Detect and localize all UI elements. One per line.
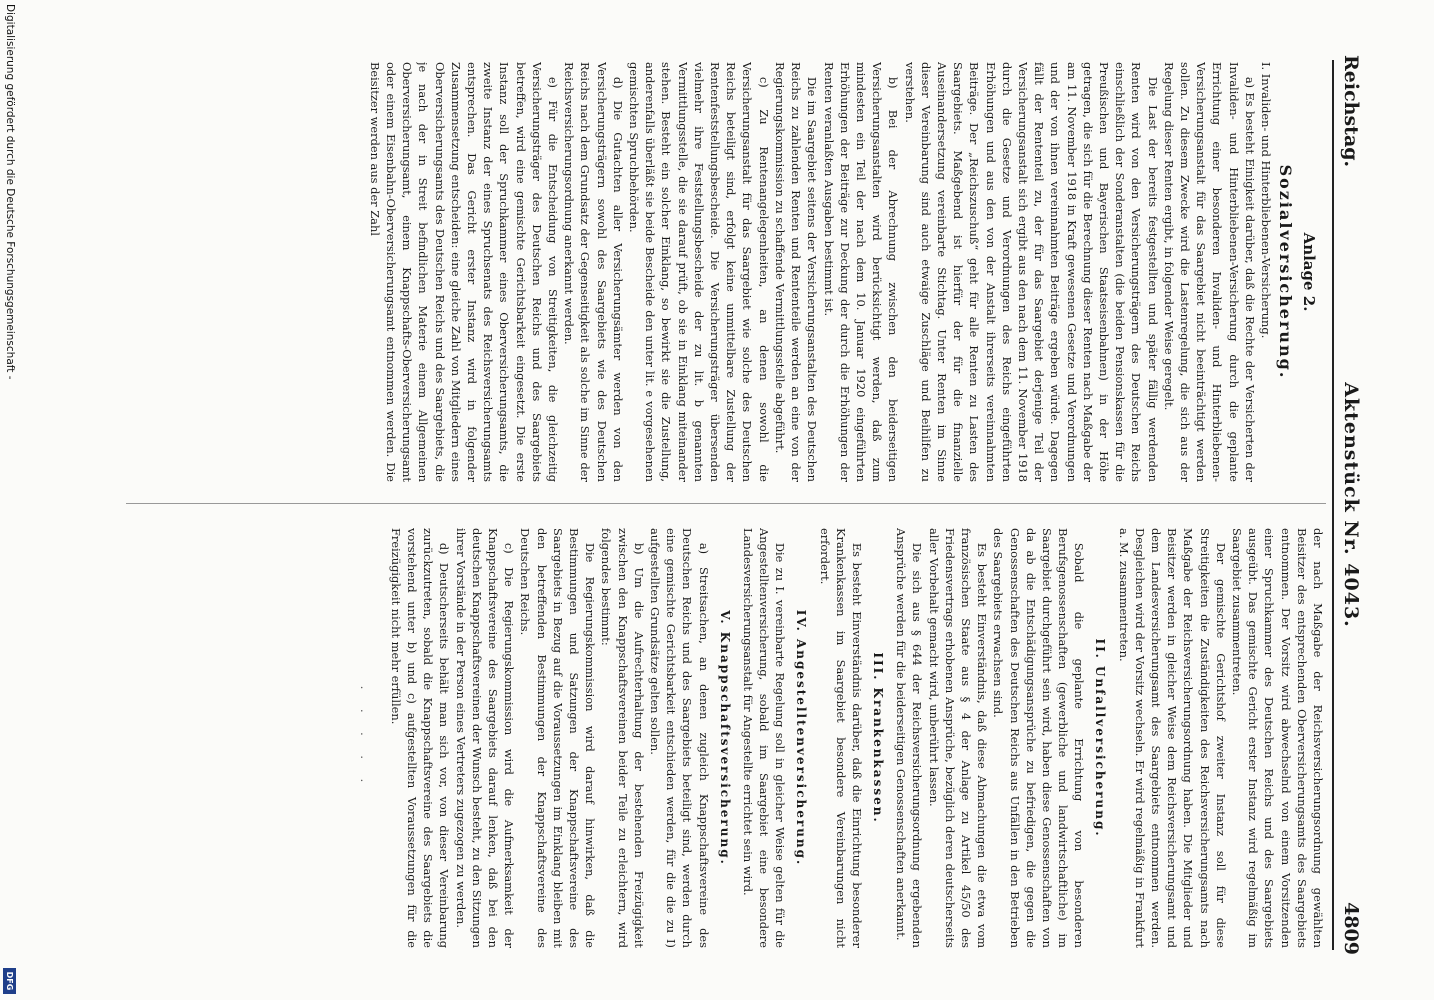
page-number: 4809 <box>1340 902 1362 955</box>
paragraph: Sobald die geplante Errichtung von besonderen Berufsgenossenschaften (gewerbliche und landwirtschaftliche) im Saargebiet durchgeführt sein wird, haben diese Genossenschaften von da ab die Entschädigungsansprüche zu befriedigen, die gegen die Genossenschaften des Deutschen Reichs aus Unfällen in den Betrieben des Saargebiets erwachsen sind. <box>991 528 1087 948</box>
dfg-logo-icon: DFG <box>3 968 16 994</box>
paragraph: Die zu I. vereinbarte Regelung soll in gleicher Weise gelten für die Angestelltenversicherung, sobald im Saargebiet eine besondere Landesversicherungsanstalt für Angestellte errichtet sein wird. <box>740 528 788 948</box>
section-heading: III. Krankenkassen. <box>870 652 885 824</box>
section-heading: IV. Angestelltenversicherung. <box>794 609 809 867</box>
header-left-label: Reichstag. <box>1340 55 1362 168</box>
paragraph: e) Für die Entscheidung von Streitigkeiten, die gleichzeitig Versicherungsträger des Deutschen Reichs und des Saargebiets betreffen, wird eine gemischte Gerichtsbarkeit eingesetzt. Die erste Instanz soll der Spruchkammer eines Oberversicherungsamts, die zweite Instanz der eines Spruchsenats des Reichsversicherungsamts entsprechen. Das Gericht erster Instanz wird in folgender Zusammensetzung entscheiden: eine gleiche Zahl von Mitgliedern eines Oberversicherungsamts des Deutschen Reichs und des Saargebiets, die je nach der in Streit befindlichen Materie einem Allgemeinen Oberversicherungsamt, einem Knappschafts-Oberversicherungsamt oder einem Eisenbahn-Oberversicherungsamt entnommen werden. Die Beisitzer werden aus der Zahl <box>367 62 561 482</box>
paragraph: Die Last der bereits festgestellten und später fällig werdenden Renten wird von den Versicherungsträgern des Deutschen Reichs einschließlich der Sonderanstalten (die beiden Pensionskassen für die Preußischen und Bayerischen Staatseisenbahnen) in der Höhe getragen, die sich für die Berechnung dieser Renten nach Maßgabe der am 11. November 1918 in Kraft gewesenen Gesetze und Verordnungen und der von ihnen vereinnahmten Beiträge ergeben würde. Dagegen fällt der Rententeil zu, der für das Saargebiet derjenige Teil der Versicherungsanstalt sich ergibt aus den nach dem 11. November 1918 durch die Gesetze und Verordnungen des Reichs eingeführten Erhöhungen und aus den von der Anstalt ihrerseits vereinnahmten Beiträge. Der „Reichszuschuß“ geht für alle Renten zu Lasten des Saargebiets. Maßgebend ist hierfür der für die finanzielle Auseinandersetzung vereinbarte Stichtag. Unter Renten im Sinne dieser Vereinbarung sind auch etwaige Zuschläge und Beihilfen zu verstehen. <box>902 62 1160 482</box>
paragraph: d) Die Gutachten aller Versicherungsämter werden von den Versicherungsträgern sowohl des Saargebiets wie des Deutschen Reichs nach dem Grundsatz der Gegenseitigkeit als solche im Sinne der Reichsversicherungsordnung anerkannt werden. <box>562 62 625 482</box>
decorative-dots: · · · · · <box>354 685 369 791</box>
digitization-note: Digitalisierung gefördert durch die Deutsche Forschungsgemeinschaft - <box>4 4 16 380</box>
left-column <box>116 62 1326 482</box>
paragraph: b) Um die Aufrechterhaltung der bestehenden Freizügigkeit zwischen den Knappschaftsvereinen beider Teile zu erleichtern, wird folgendes bestimmt: <box>599 528 646 948</box>
paragraph: a) Es besteht Einigkeit darüber, daß die Rechte der Versicherten der Invaliden- und Hinterbliebenen-Versicherung durch die geplante Errichtung einer besonderen Invaliden- und Hinterbliebenen-Versicherungsanstalt für das Saargebiet nicht beeinträchtigt werden sollen. Zu diesem Zwecke wird die Lastenregelung, die sich aus der Regelung dieser Renten ergibt, in folgender Weise geregelt. <box>1161 62 1257 482</box>
paragraph: Es besteht Einverständnis darüber, daß die Einrichtung besonderer Krankenkassen im Saargebiet besondere Vereinbarungen nicht erfordert. <box>817 528 864 948</box>
paragraph: Der gemischte Gerichtshof zweiter Instanz soll für diese Streitigkeiten die Zuständigkeiten des Reichsversicherungsamts nach Maßgabe der Reichsversicherungsordnung haben. Die Mitglieder und Beisitzer werden in gleicher Weise dem Reichsversicherungsamt und dem Landesversicherungsamt des Saargebiets entnommen werden. Desgleichen wird der Vorsitz wechseln. Er wird regelmäßig in Frankfurt a. M. zusammentreten. <box>1116 528 1228 948</box>
section-title: Sozialversicherung. <box>1276 164 1295 380</box>
paragraph: b) Bei der Abrechnung zwischen den beiderseitigen Versicherungsanstalten wird berücksichtigt werden, daß zum mindesten ein Teil der nach dem 10. Januar 1920 eingeführten Erhöhungen der Beiträge zur Deckung der durch die Erhöhungen der Renten veranlaßten Ausgaben bestimmt ist. <box>821 62 901 482</box>
paragraph: Die im Saargebiet seitens der Versicherungsanstalten des Deutschen Reichs zu zahlenden Renten und Rententeile werden an eine von der Regierungskommission zu schaffende Vermittlungsstelle abgeführt. <box>772 62 820 482</box>
paragraph: c) Die Regierungskommission wird die Aufmerksamkeit der Knappschaftsvereine des Saargebiets darauf lenken, daß bei den deutschen Knappschaftsvereinen der Wunsch besteht, zu den Sitzungen ihrer Vorstände in der Person eines Vertreters zugezogen zu werden. <box>453 528 517 948</box>
paragraph: Die sich aus § 644 der Reichsversicherungsordnung ergebenden Ansprüche werden für die beiderseitigen Genossenschaften anerkannt. <box>894 528 925 948</box>
header-rule <box>1332 60 1334 950</box>
page-header <box>1334 55 1364 955</box>
section-heading: II. Unfallversicherung. <box>1093 638 1108 838</box>
paragraph: I. Invaliden- und Hinterbliebenen-Versicherung. <box>1259 62 1273 339</box>
digitization-footer <box>2 0 16 1000</box>
paragraph: der nach Maßgabe der Reichsversicherungsordnung gewählten Beisitzer des entsprechenden Oberversicherungsamts des Saargebiets entnommen. Der Vorsitz wird abwechselnd von einem Vorsitzenden einer Spruchkammer des Deutschen Reichs und des Saargebiets ausgeübt. Das gemischte Gericht erster Instanz wird regelmäßig im Saargebiet zusammentreten. <box>1229 528 1325 948</box>
paragraph: Die Regierungskommission wird darauf hinwirken, daß die Bestimmungen und Satzungen der Knappschaftsvereine des Saargebiets in Bezug auf die Voraussetzungen im Einklang bleiben mit den betreffenden Bestimmungen der Knappschaftsvereine des Deutschen Reichs. <box>518 528 598 948</box>
section-heading: V. Knappschaftsversicherung. <box>717 610 732 866</box>
column-divider <box>126 503 1326 504</box>
paragraph: Es besteht Einverständnis, daß diese Abmachungen die etwa vom französischen Staate aus § 4 der Anlage zu Artikel 45/50 des Friedensvertrags erhobenen Ansprüche, bezüglich deren deutscherseits aller Vorbehalt gemacht wird, unberührt lassen. <box>926 528 990 948</box>
right-column <box>116 528 1326 948</box>
annex-title: Anlage 2. <box>1300 232 1318 312</box>
paragraph: d) Deutscherseits behält man sich vor, von dieser Vereinbarung zurückzutreten, sobald die Knappschaftsvereine des Saargebiets die vorstehend unter b) und c) aufgestellten Voraussetzungen für die Freizügigkeit nicht mehr erfüllen. <box>388 528 452 948</box>
paragraph: c) Zu Rentenangelegenheiten, an denen sowohl die Versicherungsanstalt für das Saargebiet wie solche des Deutschen Reichs beteiligt sind, erfolgt keine unmittelbare Zustellung der Rentenfeststellungsbescheide. Die Versicherungsträger übersenden vielmehr ihre Feststellungsbescheide der zu lit. b genannten Vermittlungsstelle, die sie darauf prüft, ob sie in Einklang miteinander stehen. Besteht ein solcher Einklang, so bewirkt sie die Zustellung, anderenfalls überläßt sie beide Bescheide den unter lit. e vorgesehenen gemischten Spruchbehörden. <box>627 62 771 482</box>
paragraph: a) Streitsachen, an denen zugleich Knappschaftsvereine des Deutschen Reichs und des Saargebiets beteiligt sind, werden durch eine gemischte Gerichtsbarkeit entschieden werden, für die die zu I) aufgestellten Grundsätze gelten sollen. <box>648 528 711 948</box>
header-document-number: Aktenstück Nr. 4043. <box>1340 382 1362 628</box>
